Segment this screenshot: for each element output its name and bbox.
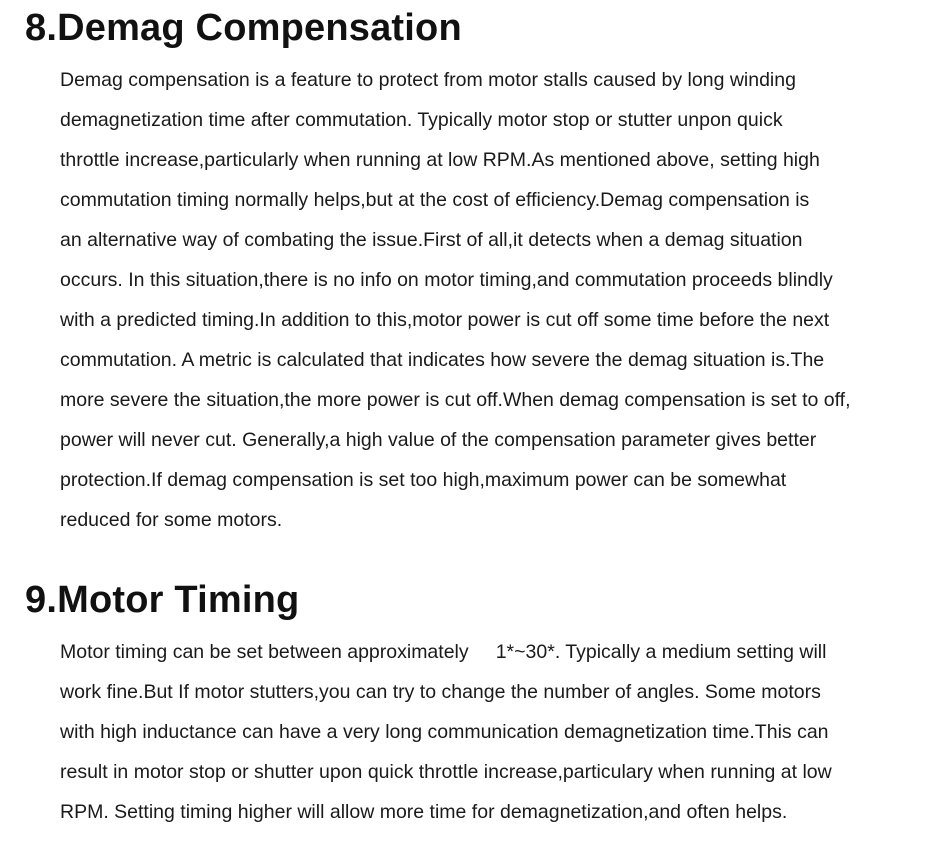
paragraph-line: reduced for some motors. xyxy=(60,509,283,531)
section-title-demag-compensation: 8.Demag Compensation xyxy=(25,7,462,49)
paragraph-line: commutation. A metric is calculated that indicates how severe the demag situation is.The xyxy=(60,349,825,371)
paragraph-line: throttle increase,particularly when running at low RPM.As mentioned above, setting high xyxy=(60,149,820,171)
paragraph-line: with high inductance can have a very long communication demagnetization time.This can xyxy=(60,721,829,743)
paragraph-line: commutation timing normally helps,but at the cost of efficiency.Demag compensation is xyxy=(60,189,810,211)
paragraph-line: Motor timing can be set between approximately 1*~30*. Typically a medium setting will xyxy=(60,641,827,663)
paragraph-line: an alternative way of combating the issue.First of all,it detects when a demag situation xyxy=(60,229,803,251)
paragraph-line: work fine.But If motor stutters,you can try to change the number of angles. Some motors xyxy=(60,681,821,703)
paragraph-line: more severe the situation,the more power is cut off.When demag compensation is set to off, xyxy=(60,389,851,411)
paragraph-line: with a predicted timing.In addition to this,motor power is cut off some time before the next xyxy=(60,309,830,331)
paragraph-line: occurs. In this situation,there is no info on motor timing,and commutation proceeds blindly xyxy=(60,269,833,291)
paragraph-line: Demag compensation is a feature to protect from motor stalls caused by long winding xyxy=(60,69,796,91)
paragraph-line: RPM. Setting timing higher will allow more time for demagnetization,and often helps. xyxy=(60,801,788,823)
paragraph-line: result in motor stop or shutter upon quick throttle increase,particulary when running at low xyxy=(60,761,832,783)
paragraph-line: demagnetization time after commutation. Typically motor stop or stutter unpon quick xyxy=(60,109,783,131)
paragraph-line: protection.If demag compensation is set too high,maximum power can be somewhat xyxy=(60,469,787,491)
motor-timing-paragraph xyxy=(60,632,832,832)
section-title-motor-timing: 9.Motor Timing xyxy=(25,579,300,621)
demag-compensation-paragraph xyxy=(60,60,851,540)
paragraph-line: power will never cut. Generally,a high value of the compensation parameter gives better xyxy=(60,429,817,451)
